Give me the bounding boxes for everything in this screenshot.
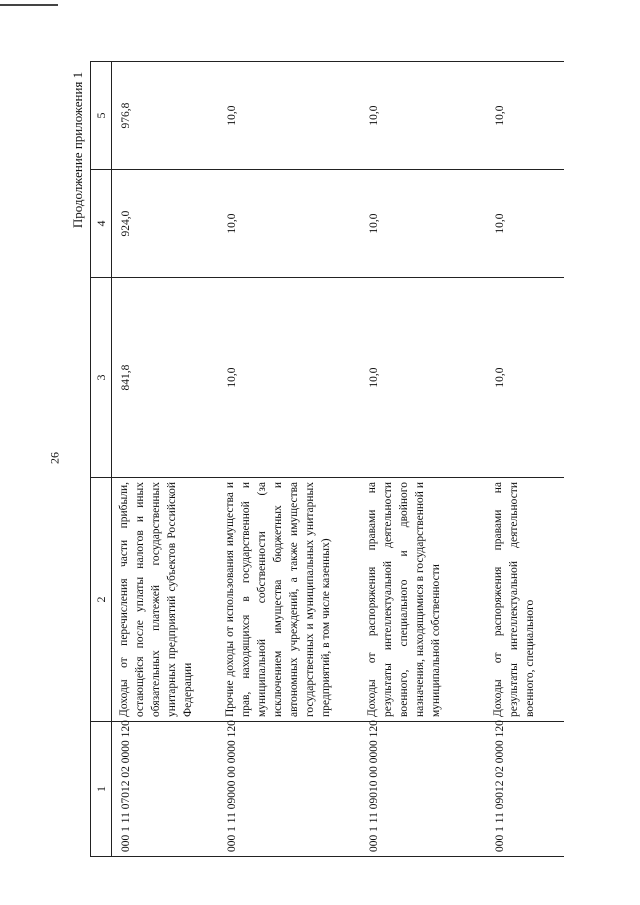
cell-name: Доходы от распоряжения правами на результаты интеллектуальной деятельности военного, специального	[486, 478, 564, 722]
cell-value-5: 10,0	[218, 62, 360, 170]
cell-value-5: 10,0	[486, 62, 564, 170]
cell-code: 000 1 11 09010 00 0000 120	[360, 722, 486, 857]
cell-name: Прочие доходы от использования имущества и прав, находящихся в государственной и муниципальной собственности (за исключением имущества бюджетных и автономных учреждений, а также имущества государственных и муниципальных унитарных предприятий, в том числе казенных)	[218, 478, 360, 722]
table-row	[218, 62, 360, 857]
top-rule	[0, 4, 58, 6]
cell-value-3: 10,0	[218, 278, 360, 478]
table-row	[486, 62, 564, 857]
revenue-table	[90, 61, 564, 857]
cell-value-3: 841,8	[112, 278, 219, 478]
cell-name: Доходы от распоряжения правами на результаты интеллектуальной деятельности военного, специального и двойного назначения, находящимися в государственной и муниципальной собственности	[360, 478, 486, 722]
cell-value-4: 924,0	[112, 170, 219, 278]
cell-code: 000 1 11 09012 02 0000 120	[486, 722, 564, 857]
header-col-2: 2	[91, 478, 112, 722]
cell-value-4: 10,0	[360, 170, 486, 278]
cell-value-4: 10,0	[218, 170, 360, 278]
header-col-5: 5	[91, 62, 112, 170]
cell-name: Доходы от перечисления части прибыли, остающейся после уплаты налогов и иных обязательных платежей государственных унитарных предприятий субъектов Российской Федерации	[112, 478, 219, 722]
rotated-table	[90, 62, 540, 857]
header-col-1: 1	[91, 722, 112, 857]
cell-code: 000 1 11 07012 02 0000 120	[112, 722, 219, 857]
cell-value-5: 10,0	[360, 62, 486, 170]
header-col-4: 4	[91, 170, 112, 278]
continuation-label: Продолжение приложения 1	[70, 71, 85, 229]
cell-value-3: 10,0	[360, 278, 486, 478]
cell-value-3: 10,0	[486, 278, 564, 478]
table-row	[360, 62, 486, 857]
header-col-3: 3	[91, 278, 112, 478]
cell-value-5: 976,8	[112, 62, 219, 170]
page-number: 26	[47, 452, 62, 464]
table-row	[112, 62, 219, 857]
cell-value-4: 10,0	[486, 170, 564, 278]
header-row	[91, 62, 112, 857]
cell-code: 000 1 11 09000 00 0000 120	[218, 722, 360, 857]
table-container	[90, 62, 540, 857]
